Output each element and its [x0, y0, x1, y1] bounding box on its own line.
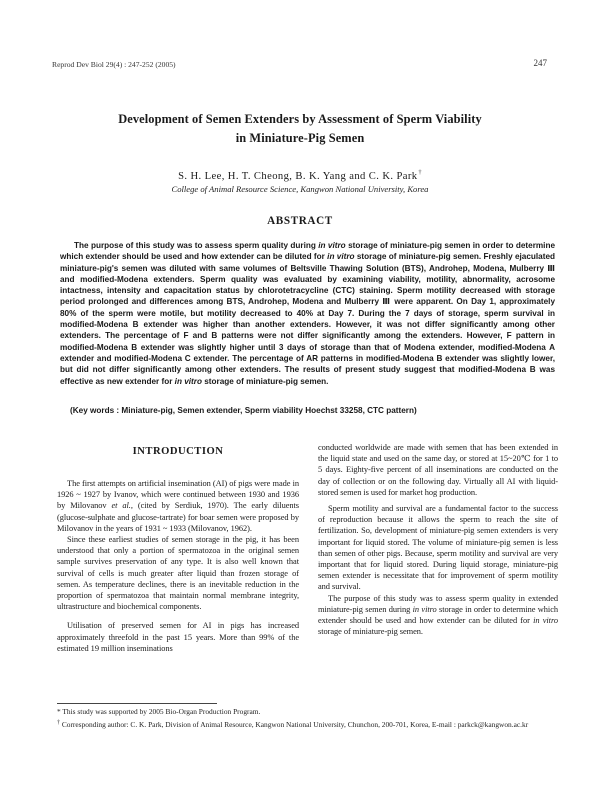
introduction-heading: INTRODUCTION: [132, 446, 224, 457]
abstract-part-4: storage of miniature-pig semen.: [201, 376, 329, 386]
abstract-part-3: storage of miniature-pig semen. Freshly ejaculated miniature-pig's semen was diluted with same volumes of Beltsville Thawing Solution (BTS), Androhep, Modena, Mulberry Ⅲ and modified-Modena extenders. Sperm quality was evaluated by examining viability, motility, abnormality, acrosome intactness, intensity and capacitation status by chlorotetracycline (CTC) staining. Sperm motility decreased with storage period prolonged and differences among BTS, Androhep, Modena and Mulberry Ⅲ were apparent. On Day 1, approximately 80% of the sperm were motile, but motility decreased to 40% at Day 7. During the 7 days of storage, sperm survival in modified-Modena B extender was higher than another extenders. However, it was not differ significantly among other extenders. The percentage of F and B patterns were not differ significantly among the extenders. However, F pattern in modified-Modena B extender was slightly higher until 3 days of storage than that of Modena extender, modified-Modena A extender and modified-Modena C extender. The percentage of AR patterns in modified-Modena B extender was slightly lower, but did not differ significantly among other extenders. The results of present study suggest that modified-Modena B was effective as new extender for: [60, 252, 555, 386]
intro-paragraph-1: [57, 478, 299, 534]
intro-p6-end: storage of miniature-pig semen.: [318, 627, 423, 637]
left-column: [57, 442, 299, 654]
intro-paragraph-6: [318, 593, 558, 638]
running-head: Reprod Dev Biol 29(4) : 247-252 (2005): [52, 60, 176, 69]
intro-p6-mid: storage in order to determine which extender should be used and how extender can be diluted for: [318, 604, 559, 626]
footnote-rule: [57, 703, 217, 704]
affiliation: College of Animal Resource Science, Kangwon National University, Korea: [171, 184, 429, 194]
intro-p1-end: , (cited by Serdiuk, 1970). The early diluents (glucose-sulphate and glucose-tartrate) for boar semen were proposed by Milovanov in the years of 1931 ~ 1933 (Milovanov, 1962).: [57, 501, 299, 533]
abstract-invitro-1: in vitro: [318, 241, 346, 250]
footnote-corresponding: [57, 718, 562, 730]
abstract-part-1: The purpose of this study was to assess sperm quality during: [74, 241, 319, 250]
abstract-invitro-2: in vitro: [327, 252, 355, 262]
author-names: S. H. Lee, H. T. Cheong, B. K. Yang and C. K. Park: [178, 171, 418, 182]
intro-paragraph-5: Sperm motility and survival are a fundamental factor to the success of reproduction because it allows the sperm to reach the site of fertilization. So, development of miniature-pig semen extenders is very important for liquid stored. The volume of miniature-pig semen is less than semen of other pigs. Because, sperm motility and survival are very important that for liquid stored. During liquid storage, miniature-pig semen extender is necessitate that for improvement of sperm motility and survival.: [318, 504, 558, 592]
footnote-corresponding-text: Corresponding author: C. K. Park, Division of Animal Resource, Kangwon National University, Chunchon, 200-701, Korea, E-mail : parkck@kangwon.ac.kr: [60, 720, 529, 729]
author-list: [60, 170, 540, 182]
intro-p6-invitro: in vitro: [412, 604, 437, 614]
abstract-text: [60, 240, 555, 387]
page-number: 247: [533, 58, 547, 68]
intro-p1-text: The first attempts on artificial insemination (AI) of pigs were made in 1926 ~ 1927 by Ivanov, which were continued between 1930 and 1936 by Milovanov: [57, 479, 299, 511]
intro-p1-etal: et al.: [111, 501, 131, 511]
right-column: [318, 442, 558, 637]
intro-paragraph-3: Utilisation of preserved semen for AI in pigs has increased approximately threefold in the past 15 years. More than 99% of the estimated 19 million inseminations: [57, 621, 299, 653]
intro-p6-invitro-2: in vitro: [533, 616, 558, 626]
abstract-part-2: storage of miniature-pig semen in order to determine which extender should be used and how extender can be diluted for: [60, 241, 555, 262]
title-line-1: Development of Semen Extenders by Assessment of Sperm Viability: [118, 112, 482, 126]
intro-p6-text: The purpose of this study was to assess sperm quality in extended miniature-pig semen during: [318, 593, 558, 614]
paper-title: [60, 110, 540, 148]
abstract-heading: ABSTRACT: [267, 215, 333, 227]
corresponding-mark: †: [418, 170, 422, 176]
title-line-2: in Miniature-Pig Semen: [235, 131, 365, 145]
intro-paragraph-2: Since these earliest studies of semen storage in the pig, it has been understood that only a portion of spermatozoa in the original semen sample survives preservation of any type. It is also well known that survival of cells is much greater after liquid than frozen storage of semen. As temperature declines, there is an inevitable reduction in the proportion of spermatozoa that maintain normal membrane integrity, ultrastructure and biochemical components.: [57, 535, 299, 612]
keywords: (Key words : Miniature-pig, Semen extender, Sperm viability Hoechst 33258, CTC pattern): [70, 406, 417, 415]
footnote-funding: * This study was supported by 2005 Bio-Organ Production Program.: [57, 707, 261, 716]
abstract-invitro-3: in vitro: [174, 376, 202, 386]
intro-paragraph-4: conducted worldwide are made with semen that has been extended in the liquid state and used on the same day, or stored at 15~20℃ for 1 to 5 days. Eighty-five percent of all inseminations are conducted on the day of collection or on the following day. Virtually all AI with liquid-stored semen is used for market hog production.: [318, 443, 558, 497]
footnote-dagger: †: [57, 720, 60, 726]
